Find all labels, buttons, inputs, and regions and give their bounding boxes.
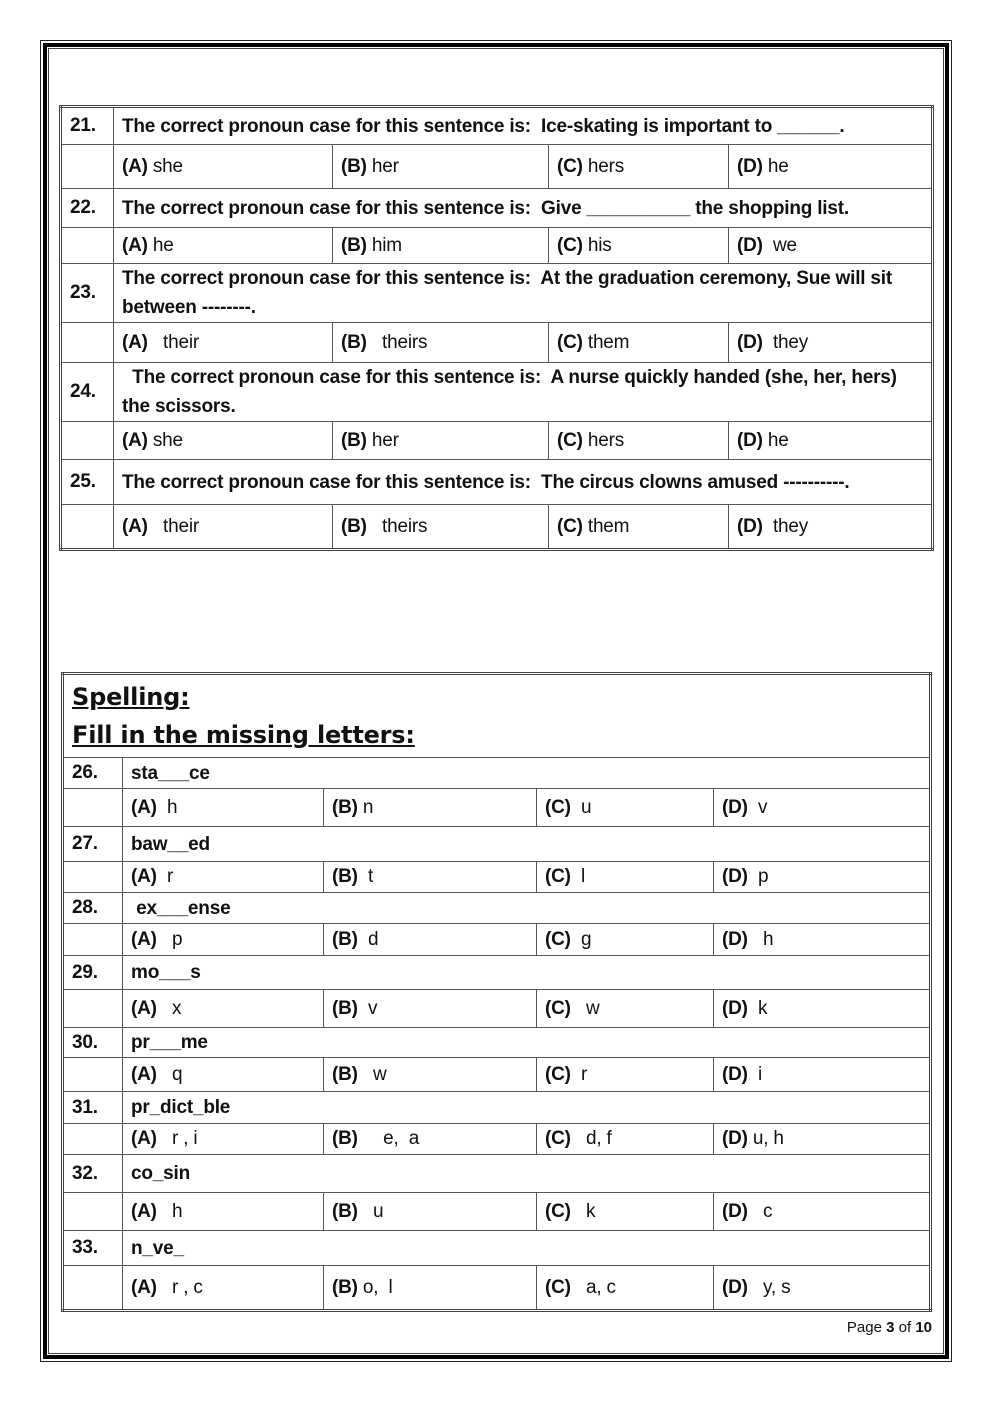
question-number: 22. [61, 189, 114, 228]
options-row [63, 1193, 931, 1231]
options-row [61, 505, 933, 550]
option-text: she [147, 155, 183, 177]
question-row [63, 956, 931, 990]
option-label: (B) [341, 429, 367, 451]
option-label: (A) [122, 515, 148, 537]
option-text: v [357, 997, 378, 1019]
option-label: (D) [737, 429, 763, 451]
options-row [63, 924, 931, 956]
spelling-instruction: Fill in the missing letters: [72, 721, 415, 749]
option-label: (B) [341, 234, 367, 256]
question-number: 28. [63, 893, 123, 924]
option-label: (A) [131, 1276, 157, 1298]
option-text: i [747, 1063, 762, 1085]
options-row [63, 789, 931, 827]
option-label: (B) [341, 515, 367, 537]
question-row [63, 1092, 931, 1124]
option-text: r , i [156, 1128, 198, 1149]
question-row [61, 460, 933, 505]
option-text: he [762, 155, 789, 177]
option-text: c [747, 1200, 773, 1222]
option-label: (B) [332, 1200, 358, 1222]
option-text: them [582, 515, 630, 537]
option-label: (B) [341, 331, 367, 353]
option-text: p [156, 928, 183, 950]
question-number: 26. [63, 758, 123, 789]
option-b[interactable] [324, 1058, 537, 1092]
option-label: (A) [122, 234, 148, 256]
option-label: (C) [545, 1200, 571, 1222]
empty-cell [63, 789, 123, 827]
option-d[interactable] [729, 228, 933, 264]
question-number: 23. [61, 264, 114, 323]
option-c[interactable] [537, 789, 714, 827]
option-label: (D) [722, 997, 748, 1019]
option-d[interactable] [714, 789, 931, 827]
option-label: (B) [341, 155, 367, 177]
options-row [63, 1124, 931, 1155]
option-a[interactable] [114, 323, 333, 363]
option-label: (A) [131, 928, 157, 950]
question-row [63, 893, 931, 924]
option-text: their [147, 515, 199, 537]
spelling-header-row [63, 674, 931, 758]
option-label: (D) [722, 1276, 748, 1298]
option-b[interactable] [324, 990, 537, 1028]
question-row [61, 107, 933, 145]
option-b[interactable] [333, 422, 549, 460]
option-text: h [747, 928, 774, 950]
option-text: him [366, 234, 402, 256]
option-b[interactable] [324, 1124, 537, 1155]
options-row [61, 323, 933, 363]
option-text: t [357, 866, 374, 887]
empty-cell [61, 228, 114, 264]
option-label: (C) [545, 928, 571, 950]
option-d[interactable] [714, 1266, 931, 1311]
option-label: (B) [332, 796, 358, 818]
option-text: x [156, 997, 182, 1019]
option-c[interactable] [537, 1124, 714, 1155]
option-text: hers [582, 155, 625, 177]
option-label: (C) [545, 1063, 571, 1085]
option-label: (A) [131, 1200, 157, 1222]
option-text: he [762, 429, 789, 451]
total-pages: 10 [915, 1319, 932, 1336]
option-d[interactable] [714, 924, 931, 956]
option-text: h [156, 796, 178, 818]
option-a[interactable] [123, 924, 324, 956]
option-d[interactable] [729, 422, 933, 460]
option-text: e, a [357, 1128, 420, 1149]
option-a[interactable] [123, 1058, 324, 1092]
option-text: he [147, 234, 174, 256]
option-label: (C) [557, 155, 583, 177]
option-text: a, c [570, 1276, 616, 1298]
option-b[interactable] [324, 862, 537, 893]
option-text: k [570, 1200, 596, 1222]
option-label: (C) [545, 997, 571, 1019]
option-c[interactable] [537, 990, 714, 1028]
pronoun-questions-table [59, 105, 934, 551]
option-c[interactable] [537, 862, 714, 893]
option-d[interactable] [729, 505, 933, 550]
empty-cell [63, 990, 123, 1028]
empty-cell [63, 862, 123, 893]
option-label: (D) [722, 1063, 748, 1085]
option-text: his [582, 234, 612, 256]
question-number: 27. [63, 827, 123, 862]
option-a[interactable] [123, 1266, 324, 1311]
option-label: (D) [737, 331, 763, 353]
question-stem: co_sin [123, 1155, 931, 1193]
option-text: v [747, 796, 768, 818]
option-a[interactable] [114, 145, 333, 189]
option-text: r [570, 1063, 588, 1085]
option-c[interactable] [549, 323, 729, 363]
page-number [847, 1319, 932, 1336]
question-row [63, 1155, 931, 1193]
option-a[interactable] [123, 1124, 324, 1155]
option-label: (D) [737, 515, 763, 537]
question-number: 25. [61, 460, 114, 505]
option-label: (D) [722, 1200, 748, 1222]
option-text: r [156, 866, 174, 887]
option-text: hers [582, 429, 625, 451]
option-text: l [570, 866, 585, 887]
question-number: 33. [63, 1231, 123, 1266]
option-a[interactable] [114, 228, 333, 264]
option-d[interactable] [714, 990, 931, 1028]
option-b[interactable] [324, 1193, 537, 1231]
option-text: theirs [366, 331, 428, 353]
option-text: p [747, 866, 769, 887]
option-a[interactable] [123, 1193, 324, 1231]
option-label: (A) [131, 1063, 157, 1085]
question-row [61, 264, 933, 323]
option-text: u, h [747, 1128, 784, 1149]
option-text: r , c [156, 1276, 203, 1298]
option-c[interactable] [537, 1266, 714, 1311]
option-label: (C) [557, 515, 583, 537]
question-number: 31. [63, 1092, 123, 1124]
option-d[interactable] [714, 1193, 931, 1231]
option-b[interactable] [324, 789, 537, 827]
option-text: u [570, 796, 592, 818]
question-number: 32. [63, 1155, 123, 1193]
option-text: their [147, 331, 199, 353]
option-a[interactable] [123, 990, 324, 1028]
option-label: (A) [131, 866, 157, 887]
empty-cell [61, 422, 114, 460]
empty-cell [63, 1124, 123, 1155]
option-text: her [366, 429, 399, 451]
option-label: (B) [332, 866, 358, 887]
question-stem: mo___s [123, 956, 931, 990]
option-d[interactable] [729, 323, 933, 363]
options-row [63, 990, 931, 1028]
option-label: (C) [545, 796, 571, 818]
option-text: d [357, 928, 379, 950]
empty-cell [61, 323, 114, 363]
option-label: (B) [332, 997, 358, 1019]
question-stem: pr_dict_ble [123, 1092, 931, 1124]
option-c[interactable] [537, 924, 714, 956]
question-row [63, 827, 931, 862]
question-number: 29. [63, 956, 123, 990]
option-b[interactable] [333, 505, 549, 550]
option-b[interactable] [324, 924, 537, 956]
option-d[interactable] [714, 1124, 931, 1155]
option-b[interactable] [333, 228, 549, 264]
option-text: she [147, 429, 183, 451]
question-row [61, 189, 933, 228]
option-label: (C) [557, 429, 583, 451]
option-c[interactable] [549, 228, 729, 264]
option-d[interactable] [729, 145, 933, 189]
question-stem: sta___ce [123, 758, 931, 789]
options-row [63, 1058, 931, 1092]
question-number: 24. [61, 363, 114, 422]
option-d[interactable] [714, 1058, 931, 1092]
question-row [63, 758, 931, 789]
option-label: (C) [545, 1128, 571, 1149]
option-label: (A) [122, 429, 148, 451]
spelling-questions-table [61, 672, 932, 1312]
option-text: q [156, 1063, 183, 1085]
option-a[interactable] [123, 789, 324, 827]
spelling-title: Spelling: [72, 683, 190, 711]
question-row [61, 363, 933, 422]
option-label: (A) [131, 796, 157, 818]
spelling-header-cell [63, 674, 931, 758]
option-label: (C) [557, 331, 583, 353]
option-label: (A) [131, 1128, 157, 1149]
option-text: they [762, 331, 809, 353]
option-text: d, f [570, 1128, 612, 1149]
options-row [61, 422, 933, 460]
option-text: her [366, 155, 399, 177]
option-text: o, l [357, 1276, 393, 1298]
option-label: (A) [122, 155, 148, 177]
page-word: Page [846, 1319, 887, 1336]
question-number: 30. [63, 1028, 123, 1058]
empty-cell [63, 1266, 123, 1311]
option-text: g [570, 928, 592, 950]
option-a[interactable] [114, 422, 333, 460]
option-label: (B) [332, 1128, 358, 1149]
question-stem: The correct pronoun case for this sentence is: At the graduation ceremony, Sue will sit between --------. [114, 264, 933, 323]
current-page: 3 [886, 1319, 895, 1336]
option-text: u [357, 1200, 384, 1222]
empty-cell [61, 505, 114, 550]
option-c[interactable] [549, 145, 729, 189]
question-stem: The correct pronoun case for this sentence is: Ice-skating is important to ______. [114, 107, 933, 145]
options-row [61, 145, 933, 189]
option-text: w [570, 997, 600, 1019]
option-text: them [582, 331, 630, 353]
option-c[interactable] [537, 1058, 714, 1092]
option-label: (B) [332, 928, 358, 950]
option-b[interactable] [324, 1266, 537, 1311]
empty-cell [61, 145, 114, 189]
question-stem: The correct pronoun case for this sentence is: The circus clowns amused ----------. [114, 460, 933, 505]
question-row [63, 1028, 931, 1058]
options-row [61, 228, 933, 264]
question-number: 21. [61, 107, 114, 145]
option-a[interactable] [123, 862, 324, 893]
empty-cell [63, 1058, 123, 1092]
option-text: k [747, 997, 768, 1019]
option-c[interactable] [549, 422, 729, 460]
option-label: (C) [545, 866, 571, 887]
option-text: n [357, 796, 374, 818]
option-text: theirs [366, 515, 428, 537]
question-stem: The correct pronoun case for this sentence is: Give __________ the shopping list. [114, 189, 933, 228]
option-text: y, s [747, 1276, 791, 1298]
option-label: (C) [545, 1276, 571, 1298]
option-label: (D) [722, 1128, 748, 1149]
option-text: w [357, 1063, 387, 1085]
option-c[interactable] [549, 505, 729, 550]
option-a[interactable] [114, 505, 333, 550]
options-row [63, 1266, 931, 1311]
option-label: (D) [737, 155, 763, 177]
options-row [63, 862, 931, 893]
option-label: (D) [722, 866, 748, 887]
question-stem: The correct pronoun case for this sentence is: A nurse quickly handed (she, her, hers) the scissors. [114, 363, 933, 422]
option-label: (A) [122, 331, 148, 353]
option-label: (D) [737, 234, 763, 256]
option-text: they [762, 515, 809, 537]
option-label: (A) [131, 997, 157, 1019]
option-b[interactable] [333, 323, 549, 363]
question-stem: baw__ed [123, 827, 931, 862]
question-stem: n_ve_ [123, 1231, 931, 1266]
option-label: (C) [557, 234, 583, 256]
option-text: h [156, 1200, 183, 1222]
option-d[interactable] [714, 862, 931, 893]
of-word: of [894, 1319, 916, 1336]
empty-cell [63, 1193, 123, 1231]
empty-cell [63, 924, 123, 956]
option-label: (B) [332, 1276, 358, 1298]
question-row [63, 1231, 931, 1266]
option-c[interactable] [537, 1193, 714, 1231]
option-b[interactable] [333, 145, 549, 189]
question-stem: ex___ense [123, 893, 931, 924]
option-label: (D) [722, 928, 748, 950]
option-text: we [762, 234, 797, 256]
option-label: (B) [332, 1063, 358, 1085]
option-label: (D) [722, 796, 748, 818]
question-stem: pr___me [123, 1028, 931, 1058]
